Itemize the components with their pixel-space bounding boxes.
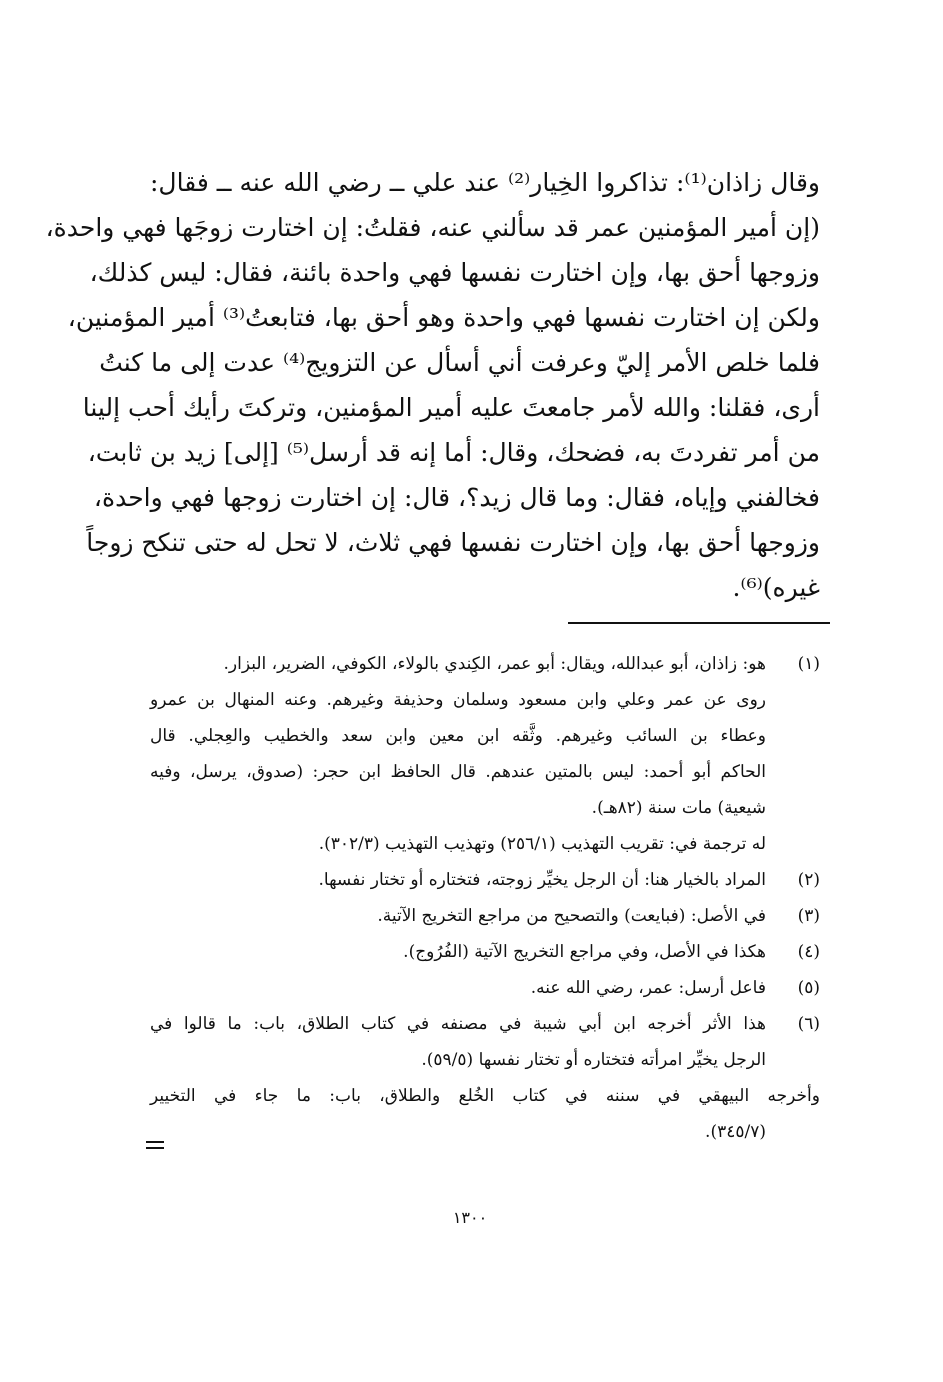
footnote-number: (٥)	[797, 978, 820, 998]
main-text-line: ولكن إن اختارت نفسها فهي واحدة وهو أحق بها، فتابعتُ⁽³⁾ أمير المؤمنين،	[67, 303, 820, 332]
footnote-body	[150, 970, 766, 1006]
footnote-4	[150, 934, 820, 970]
footnote-number: (٢)	[797, 870, 820, 890]
footnote-line: هكذا في الأصل، وفي مراجع التخريج الآتية (الفُرُوج).	[403, 942, 766, 962]
footnote-body	[150, 898, 766, 934]
main-text-line: فلما خلص الأمر إليّ وعرفت أني أسأل عن التزويج⁽⁴⁾ عدت إلى ما كنتُ	[99, 348, 820, 377]
footnotes	[150, 646, 820, 1150]
footnote-body	[150, 646, 766, 862]
footnote-line: في الأصل: (فبايعت) والتصحيح من مراجع التخريج الآتية.	[377, 906, 766, 926]
continuation-mark	[146, 1141, 164, 1151]
footnote-line: هو: زاذان، أبو عبدالله، ويقال: أبو عمر، الكِندي بالولاء، الكوفي، الضرير، البزار.	[223, 654, 766, 674]
footnote-body	[150, 934, 766, 970]
footnote-line: وعطاء بن السائب وغيرهم. وثَّقه ابن معين وابن سعد والخطيب والعِجلي. قال	[150, 726, 766, 746]
footnote-line: الرجل يخيِّر امرأته فتختاره أو تختار نفسها (٥٩/٥).	[421, 1050, 766, 1070]
footnote-line: الحاكم أبو أحمد: ليس بالمتين عندهم. قال الحافظ ابن حجر: (صدوق، يرسل، وفيه	[150, 762, 766, 782]
footnote-number: (٦)	[797, 1014, 820, 1034]
footnote-line: وأخرجه البيهقي في سننه في كتاب الخُلع والطلاق، باب: ما جاء في التخيير	[150, 1086, 820, 1106]
footnote-line: فاعل أرسل: عمر، رضي الله عنه.	[530, 978, 766, 998]
footnote-line: المراد بالخيار هنا: أن الرجل يخيِّر زوجته، فتختاره أو تختار نفسها.	[318, 870, 766, 890]
footnote-line: هذا الأثر أخرجه ابن أبي شيبة في مصنفه في كتاب الطلاق، باب: ما قالوا في	[150, 1014, 766, 1034]
main-text	[45, 160, 820, 610]
footnote-6	[150, 1006, 820, 1078]
main-text-line: أرى، فقلنا: والله لأمر جامعتَ عليه أمير المؤمنين، وتركتَ رأيك أحب إلينا	[82, 393, 820, 422]
footnote-number: (٤)	[797, 942, 820, 962]
main-text-line: وزوجها أحق بها، وإن اختارت نفسها فهي واحدة بائنة، فقال: ليس كذلك،	[89, 258, 820, 287]
footnote-line: روى عن عمر وعلي وابن مسعود وسلمان وحذيفة وغيرهم. وعنه المنهال بن عمرو	[150, 690, 766, 710]
page-number: ١٣٠٠	[452, 1208, 488, 1227]
footnote-line: شيعية) مات سنة (٨٢هـ).	[591, 798, 766, 818]
footnote-3	[150, 898, 820, 934]
footnote-2	[150, 862, 820, 898]
main-text-line: (إن أمير المؤمنين عمر قد سألني عنه، فقلتُ: إن اختارت زوجَها فهي واحدة،	[45, 213, 820, 242]
main-text-line: من أمر تفردتَ به، فضحك، وقال: أما إنه قد أرسل⁽⁵⁾ [إلى] زيد بن ثابت،	[87, 438, 820, 467]
footnote-line: (٣٤٥/٧).	[705, 1122, 766, 1142]
main-text-line: وقال زاذان⁽¹⁾: تذاكروا الخِيار⁽²⁾ عند علي ــ رضي الله عنه ــ فقال:	[150, 168, 820, 197]
footnote-5	[150, 970, 820, 1006]
footnote-1	[150, 646, 820, 862]
footnote-number: (١)	[797, 654, 820, 674]
main-text-line: فخالفني وإياه، فقال: وما قال زيد؟، قال: إن اختارت زوجها فهي واحدة،	[93, 483, 820, 512]
main-text-line: وزوجها أحق بها، وإن اختارت نفسها فهي ثلاث، لا تحل له حتى تنكح زوجاً	[86, 528, 820, 557]
main-text-line: غيره)⁽⁶⁾.	[732, 573, 820, 602]
footnote-body	[150, 1006, 766, 1078]
footnote-separator	[568, 622, 830, 624]
footnote-line: له ترجمة في: تقريب التهذيب (٢٥٦/١) وتهذيب التهذيب (٣٠٢/٣).	[318, 834, 766, 854]
footnote-body	[150, 862, 766, 898]
footnote-number: (٣)	[797, 906, 820, 926]
